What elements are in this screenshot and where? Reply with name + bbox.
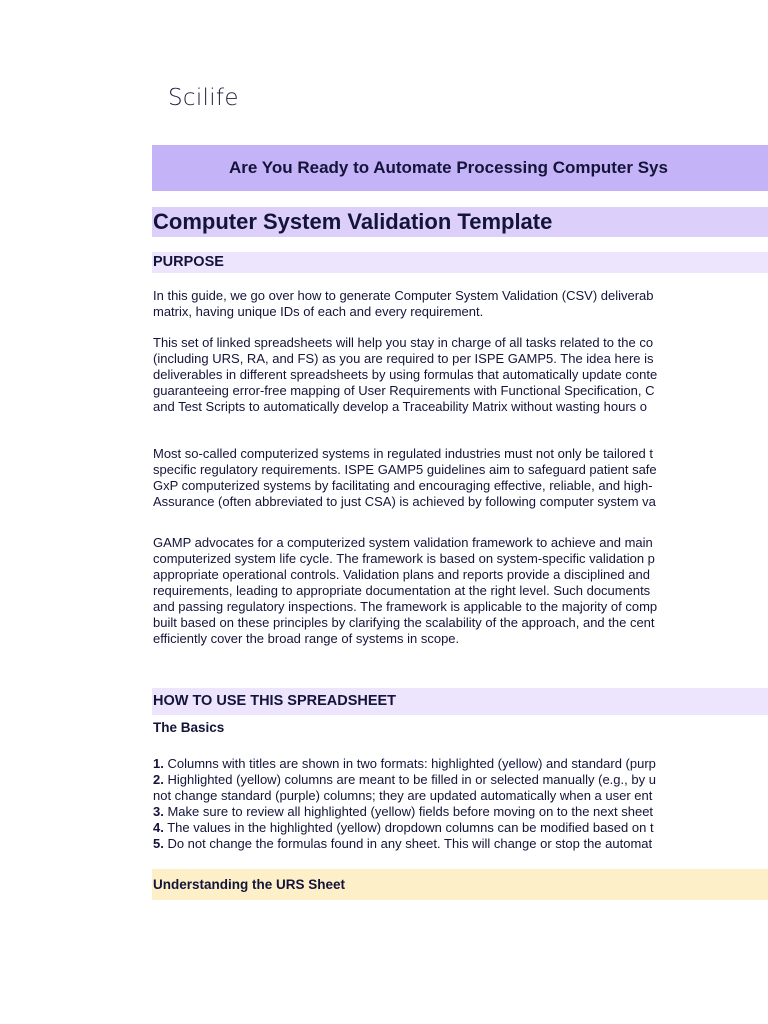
paragraph-line: computerized system life cycle. The framework is based on system-specific validation p bbox=[153, 551, 655, 566]
paragraph-line: Assurance (often abbreviated to just CSA) is achieved by following computer system va bbox=[153, 494, 656, 509]
purpose-heading: PURPOSE bbox=[153, 254, 224, 270]
list-item-text: Highlighted (yellow) columns are meant to be filled in or selected manually (e.g., by u bbox=[163, 772, 656, 787]
paragraph-line: In this guide, we go over how to generate Computer System Validation (CSV) deliverab bbox=[153, 288, 654, 303]
purpose-section-header bbox=[152, 252, 768, 273]
list-item-number: 5. bbox=[153, 836, 164, 851]
paragraph-line: This set of linked spreadsheets will help you stay in charge of all tasks related to the co bbox=[153, 335, 654, 350]
paragraph-line: matrix, having unique IDs of each and every requirement. bbox=[153, 304, 484, 319]
list-item bbox=[153, 836, 683, 852]
list-item bbox=[153, 804, 683, 820]
title-band bbox=[152, 207, 768, 237]
cta-banner-text: Are You Ready to Automate Processing Computer Sys bbox=[229, 158, 668, 177]
basics-list bbox=[153, 756, 683, 852]
cta-banner[interactable] bbox=[152, 145, 768, 191]
scilife-logo[interactable]: Scilife bbox=[168, 85, 239, 111]
paragraph-line: requirements, leading to appropriate documentation at the right level. Such documents bbox=[153, 583, 651, 598]
howto-section-header bbox=[152, 688, 768, 715]
list-item bbox=[153, 756, 683, 772]
list-item-text: The values in the highlighted (yellow) dropdown columns can be modified based on t bbox=[163, 820, 654, 835]
purpose-paragraph-1 bbox=[153, 288, 683, 320]
list-item-number: 2. bbox=[153, 772, 164, 787]
howto-heading: HOW TO USE THIS SPREADSHEET bbox=[153, 693, 397, 709]
purpose-paragraph-2 bbox=[153, 335, 683, 415]
paragraph-line: and Test Scripts to automatically develop a Traceability Matrix without wasting hours o bbox=[153, 399, 647, 414]
paragraph-line: guaranteeing error-free mapping of User Requirements with Functional Specification, C bbox=[153, 383, 655, 398]
page-title: Computer System Validation Template bbox=[153, 209, 553, 234]
list-item-text: Do not change the formulas found in any sheet. This will change or stop the automat bbox=[163, 836, 653, 851]
list-item-text: not change standard (purple) columns; they are updated automatically when a user ent bbox=[153, 788, 653, 803]
list-item bbox=[153, 772, 683, 788]
list-item-text: Make sure to review all highlighted (yellow) fields before moving on to the next sheet bbox=[163, 804, 654, 819]
urs-section-header bbox=[152, 869, 768, 900]
paragraph-line: deliverables in different spreadsheets by using formulas that automatically update conte bbox=[153, 367, 658, 382]
list-item-number: 3. bbox=[153, 804, 164, 819]
paragraph-line: (including URS, RA, and FS) as you are required to per ISPE GAMP5. The idea here is bbox=[153, 351, 654, 366]
paragraph-line: Most so-called computerized systems in regulated industries must not only be tailored t bbox=[153, 446, 654, 461]
urs-heading: Understanding the URS Sheet bbox=[153, 877, 346, 892]
list-item-text: Columns with titles are shown in two formats: highlighted (yellow) and standard (purp bbox=[163, 756, 656, 771]
list-item bbox=[153, 820, 683, 836]
purpose-paragraph-4 bbox=[153, 535, 683, 647]
list-item-number: 4. bbox=[153, 820, 164, 835]
paragraph-line: built based on these principles by clarifying the scalability of the approach, and the cent bbox=[153, 615, 655, 630]
list-item bbox=[153, 788, 683, 804]
paragraph-line: specific regulatory requirements. ISPE GAMP5 guidelines aim to safeguard patient safe bbox=[153, 462, 657, 477]
paragraph-line: appropriate operational controls. Validation plans and reports provide a disciplined and bbox=[153, 567, 650, 582]
basics-subheading: The Basics bbox=[153, 720, 225, 735]
list-item-number: 1. bbox=[153, 756, 164, 771]
paragraph-line: GxP computerized systems by facilitating and encouraging effective, reliable, and high- bbox=[153, 478, 653, 493]
purpose-paragraph-3 bbox=[153, 446, 683, 510]
paragraph-line: GAMP advocates for a computerized system validation framework to achieve and main bbox=[153, 535, 653, 550]
paragraph-line: and passing regulatory inspections. The framework is applicable to the majority of comp bbox=[153, 599, 658, 614]
paragraph-line: efficiently cover the broad range of systems in scope. bbox=[153, 631, 460, 646]
